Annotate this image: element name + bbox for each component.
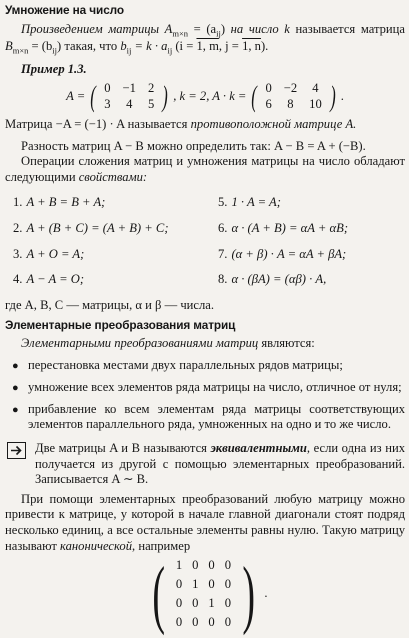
canonical-cell: 0 [208, 558, 215, 573]
definition-arrow-icon [7, 442, 26, 459]
matrix-a-cell: 3 [104, 96, 111, 111]
property-item: 2. A + (B + C) = (A + B) + C; [13, 221, 169, 236]
matrix-ak-cell: 0 [265, 81, 272, 96]
canonical-cell: 1 [175, 558, 183, 573]
matrix-a-cell: 2 [147, 81, 155, 96]
canonical-cell: 0 [224, 615, 232, 630]
matrix-a-cell: 0 [104, 81, 111, 96]
matrix-ak [249, 81, 337, 112]
canonical-cell: 0 [175, 615, 183, 630]
canonical-cell: 0 [192, 558, 199, 573]
canonical-text: При помощи элементарных преобразований любую матрицу можно привести к матрице, у которой в начале главной диагонали стоят подряд несколько единиц, а все остальные элементы равны нулю. Такую матрицу называют канонической, например [5, 491, 405, 553]
example-equation [5, 81, 405, 112]
transformations-list [5, 358, 405, 433]
elementary-intro: Элементарными преобразованиями матриц являются: [21, 336, 315, 351]
equation-end: . [340, 88, 344, 103]
canonical-cell: 0 [224, 558, 232, 573]
property-item: 7. (α + β) · A = αA + βA; [218, 246, 347, 261]
canonical-matrix-block [5, 552, 405, 637]
matrix-a-cell: 4 [126, 96, 133, 111]
bullet-icon: ● [12, 381, 19, 394]
canonical-cell: 0 [224, 596, 232, 611]
canonical-cell: 0 [224, 577, 232, 592]
definition-scalar-multiplication: Произведением матрицы $A_{m\times n} = (a_{ij})$ на число k называется матрица $B_{m\times n} = (b_{ij})$ такая, что $b_{ij} = k \cdot a_{ij}$ (i = 1, m, j = 1, n). [5, 21, 405, 56]
right-paren: ) [329, 79, 336, 113]
right-paren: ) [242, 552, 255, 637]
canonical-cell: 0 [208, 577, 215, 592]
section-title-scalar-multiplication: Умножение на число [5, 3, 125, 17]
matrix-end: . [264, 586, 268, 601]
canonical-cell: 1 [192, 577, 199, 592]
canonical-cell: 0 [192, 615, 199, 630]
left-paren: ( [90, 79, 96, 113]
matrix-a-cell: −1 [122, 81, 136, 96]
matrix-a [88, 81, 170, 112]
example-title: Пример 1.3. [21, 61, 87, 76]
property-item: 1. A + B = B + A; [13, 195, 106, 210]
canonical-cell: 0 [175, 596, 183, 611]
canonical-cell: 0 [208, 615, 215, 630]
list-item: ● прибавление ко всем элементам ряда матрицы соответствующих элементов параллельного ряда, умноженных на одно и то же число. [5, 402, 405, 433]
section-title-elementary-transformations: Элементарные преобразования матриц [5, 317, 236, 332]
canonical-matrix [146, 552, 262, 637]
opposite-matrix-text: Матрица −A = (−1) · A называется противоположной матрице A. [5, 117, 357, 132]
list-item: ● перестановка местами двух параллельных рядов матрицы; [5, 358, 405, 374]
left-paren: ( [151, 552, 165, 637]
property-item: 8. α · (βA) = (αβ) · A, [218, 272, 327, 287]
matrix-ak-cell: 10 [309, 96, 322, 111]
left-paren: ( [251, 79, 258, 113]
properties-list [13, 195, 405, 287]
property-item: 6. α · (A + B) = αA + αB; [218, 221, 349, 236]
canonical-cell: 1 [208, 596, 215, 611]
matrix-ak-cell: −2 [283, 81, 298, 96]
matrix-a-label: A = [66, 88, 86, 103]
properties-intro: Операции сложения матриц и умножения матрицы на число обладают следующими свойствами: [5, 154, 405, 184]
matrix-a-cell: 5 [147, 96, 155, 111]
bullet-icon: ● [12, 403, 19, 416]
canonical-cell: 0 [175, 577, 183, 592]
bullet-icon: ● [12, 359, 19, 372]
list-item: ● умножение всех элементов ряда матрицы на число, отличное от нуля; [5, 380, 405, 396]
property-item: 3. A + O = A; [13, 246, 85, 261]
difference-text: Разность матриц A − B можно определить так: A − B = A + (−B). [21, 138, 366, 153]
right-paren: ) [162, 79, 168, 113]
matrix-ak-cell: 4 [312, 81, 319, 96]
k-and-product-label: , k = 2, A · k = [173, 88, 247, 103]
property-item: 5. 1 · A = A; [218, 195, 281, 210]
canonical-cell: 0 [192, 596, 199, 611]
equivalence-definition: Две матрицы A и B называются эквивалентными, если одна из них получается из другой с помощью элементарных преобразований. Записывается A ∼ B. [5, 441, 405, 488]
where-text: где A, B, C — матрицы, α и β — числа. [5, 297, 215, 312]
matrix-ak-cell: 6 [265, 96, 272, 111]
matrix-ak-cell: 8 [287, 96, 294, 111]
property-item: 4. A − A = O; [13, 272, 85, 287]
